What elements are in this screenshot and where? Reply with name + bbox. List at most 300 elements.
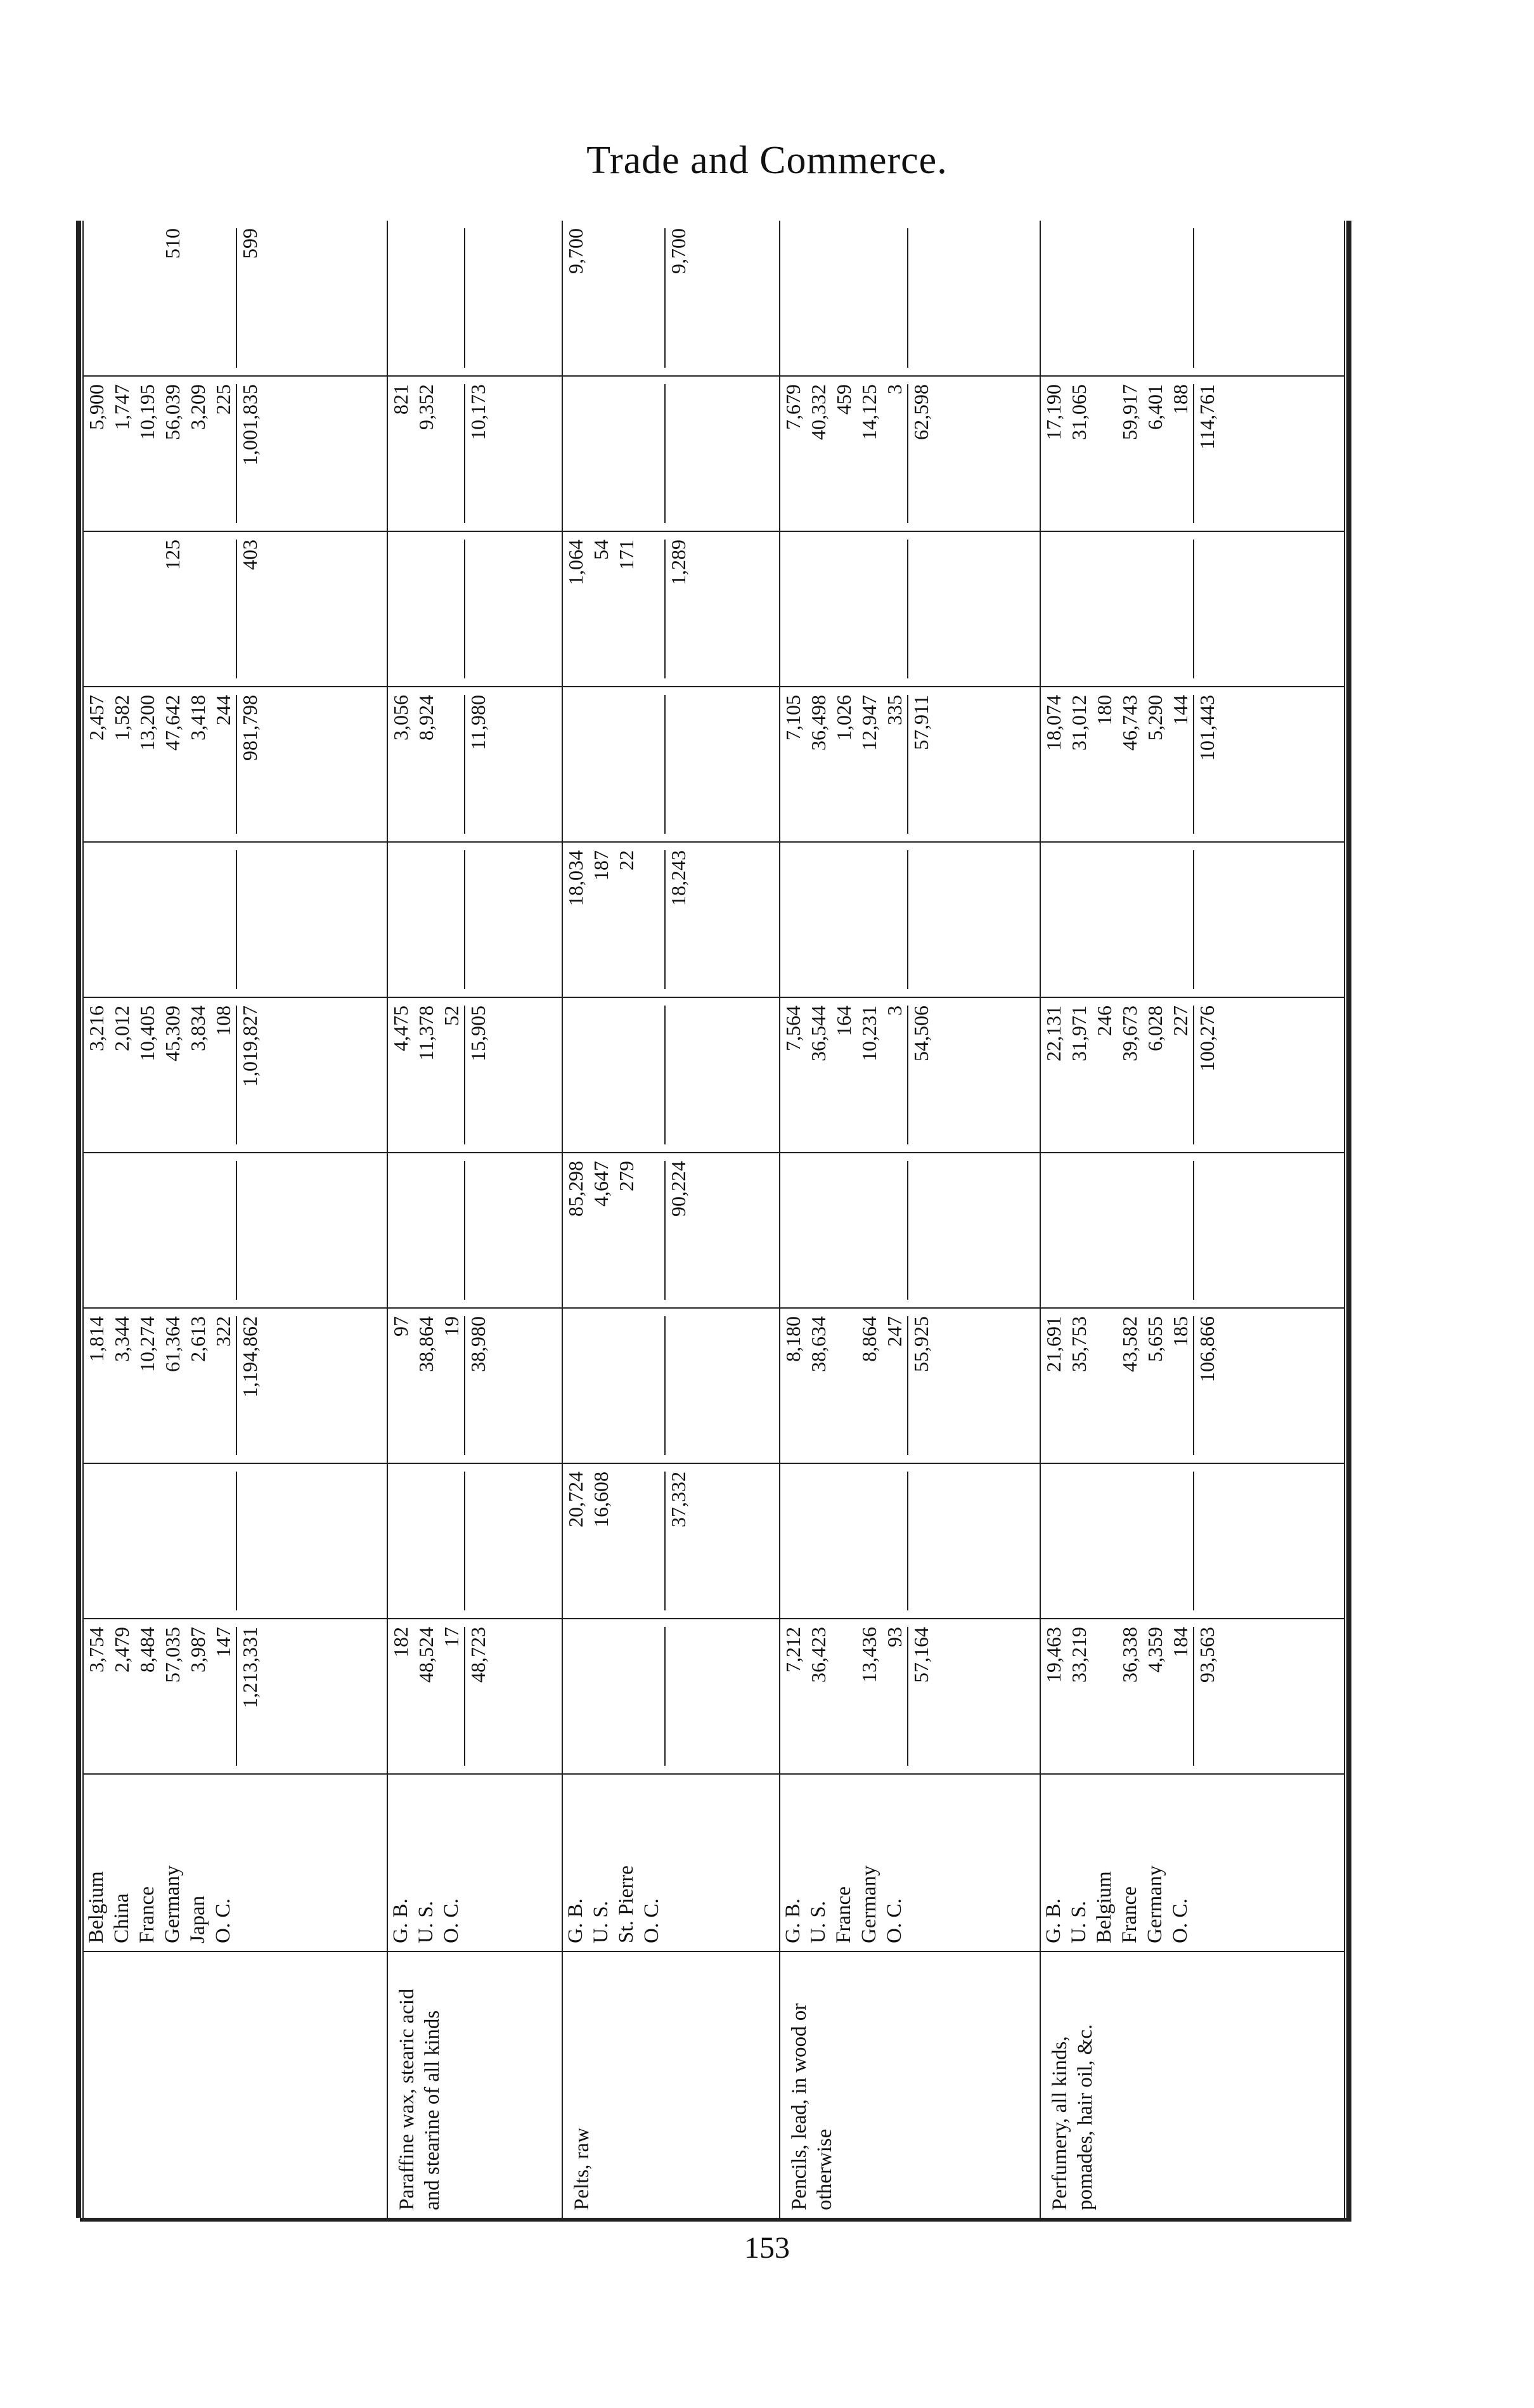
value-cell	[588, 695, 614, 834]
value-column	[562, 1619, 780, 1774]
value-cell: 93	[883, 1627, 906, 1647]
value-cell: 33,219	[1067, 1627, 1091, 1683]
value-cell	[831, 1161, 856, 1300]
total-cell: 101,443	[1193, 695, 1220, 834]
value-cell	[84, 228, 109, 368]
total-cell	[907, 1161, 934, 1300]
value-cell	[388, 850, 413, 989]
value-cell	[588, 1627, 614, 1766]
article-cell	[387, 1952, 562, 2218]
table-row	[780, 221, 1040, 2218]
value-column	[562, 376, 780, 531]
value-cell	[563, 1316, 588, 1455]
value-cell	[84, 540, 109, 678]
value-cell: 36,423	[807, 1627, 830, 1683]
value-column	[82, 842, 387, 997]
country-label: U. S.	[1067, 1901, 1091, 1943]
total-cell	[907, 228, 934, 368]
value-column	[1040, 687, 1346, 842]
value-cell	[439, 1472, 464, 1610]
total-cell: 37,332	[664, 1472, 691, 1610]
value-cell: 18,034	[564, 850, 587, 906]
value-cell	[439, 695, 464, 834]
value-cell	[134, 228, 160, 368]
value-cell	[831, 540, 856, 678]
value-cell	[185, 540, 210, 678]
country-label: St. Pierre	[614, 1865, 638, 1943]
value-cell	[185, 1472, 210, 1610]
value-cell	[563, 695, 588, 834]
total-cell: 1,213,331	[236, 1627, 262, 1766]
value-cell	[134, 1161, 160, 1300]
value-cell	[639, 540, 664, 678]
value-cell: 144	[1169, 695, 1192, 725]
value-cell	[806, 540, 831, 678]
value-column	[82, 1619, 387, 1774]
value-cell	[134, 540, 160, 678]
value-cell: 1,814	[85, 1316, 108, 1362]
value-cell	[1117, 1161, 1142, 1300]
value-cell	[639, 384, 664, 523]
value-cell: 3,754	[85, 1627, 108, 1673]
value-cell	[84, 1161, 109, 1300]
total-cell	[664, 1006, 691, 1144]
value-cell: 4,475	[389, 1006, 412, 1051]
value-cell: 2,613	[186, 1316, 209, 1362]
value-cell: 21,691	[1042, 1316, 1066, 1372]
value-cell	[1092, 384, 1117, 523]
value-cell	[588, 228, 614, 368]
value-column	[1040, 997, 1346, 1153]
value-cell: 5,290	[1144, 695, 1167, 741]
value-cell	[563, 384, 588, 523]
article-name: Pelts, raw	[570, 2127, 593, 2210]
country-label: U. S.	[414, 1901, 437, 1943]
value-cell: 39,673	[1118, 1006, 1142, 1061]
value-column	[387, 1308, 562, 1463]
rotated-table-wrapper	[80, 221, 1348, 2218]
value-cell: 3,834	[186, 1006, 209, 1051]
value-cell	[882, 228, 907, 368]
value-cell: 52	[439, 1006, 463, 1026]
value-cell	[806, 850, 831, 989]
value-column	[562, 221, 780, 376]
value-column	[387, 531, 562, 687]
country-list	[780, 1774, 1040, 1952]
value-cell: 182	[389, 1627, 412, 1657]
value-cell	[563, 1006, 588, 1144]
total-cell: 90,224	[664, 1161, 691, 1300]
value-cell	[1066, 228, 1092, 368]
value-cell	[856, 1472, 882, 1610]
value-cell	[160, 1161, 185, 1300]
value-column	[387, 376, 562, 531]
value-cell	[780, 540, 806, 678]
value-cell	[1066, 540, 1092, 678]
value-cell: 2,457	[85, 695, 108, 741]
value-cell	[413, 1472, 439, 1610]
value-cell: 3,987	[186, 1627, 209, 1673]
value-cell: 85,298	[564, 1161, 587, 1217]
value-cell: 57,035	[161, 1627, 184, 1683]
value-cell: 125	[161, 540, 184, 570]
total-cell	[464, 228, 491, 368]
value-cell	[780, 1161, 806, 1300]
table-row	[562, 221, 780, 2218]
value-cell: 3,056	[389, 695, 412, 741]
country-label: Germany	[1144, 1865, 1167, 1943]
total-cell	[464, 1472, 491, 1610]
value-cell	[780, 1472, 806, 1610]
value-cell: 180	[1093, 695, 1116, 725]
value-cell	[84, 850, 109, 989]
value-column	[1040, 842, 1346, 997]
value-cell: 2,479	[110, 1627, 133, 1673]
value-cell	[614, 228, 639, 368]
value-cell: 59,917	[1118, 384, 1142, 440]
value-cell	[160, 850, 185, 989]
value-cell	[882, 1472, 907, 1610]
value-column	[1040, 531, 1346, 687]
value-column	[562, 687, 780, 842]
value-cell: 246	[1093, 1006, 1116, 1036]
page-number: 153	[744, 2231, 790, 2265]
value-cell: 17,190	[1042, 384, 1066, 440]
value-column	[387, 221, 562, 376]
value-cell: 45,309	[161, 1006, 184, 1061]
country-label: G. B.	[1042, 1898, 1066, 1943]
country-label: Belgium	[85, 1871, 108, 1943]
value-cell: 38,864	[414, 1316, 437, 1372]
value-cell	[1142, 540, 1168, 678]
value-cell: 31,971	[1067, 1006, 1091, 1061]
value-column	[1040, 1308, 1346, 1463]
value-cell: 7,564	[782, 1006, 805, 1051]
total-cell: 599	[236, 228, 262, 368]
total-cell: 1,019,827	[236, 1006, 262, 1144]
value-cell: 7,105	[782, 695, 805, 741]
value-cell: 19,463	[1042, 1627, 1066, 1683]
value-cell	[563, 1627, 588, 1766]
value-column	[780, 1153, 1040, 1308]
value-cell	[1041, 540, 1066, 678]
value-cell	[639, 1316, 664, 1455]
value-column	[562, 842, 780, 997]
value-cell: 54	[589, 540, 612, 560]
value-cell	[614, 1006, 639, 1144]
value-cell	[806, 1472, 831, 1610]
country-label: O. C.	[883, 1898, 906, 1943]
value-cell	[614, 384, 639, 523]
value-cell: 16,608	[589, 1472, 612, 1527]
value-cell	[439, 540, 464, 678]
value-cell: 97	[389, 1316, 412, 1337]
value-cell: 31,012	[1067, 695, 1091, 751]
country-list	[1040, 1774, 1346, 1952]
total-cell: 981,798	[236, 695, 262, 834]
value-cell	[210, 540, 236, 678]
value-column	[387, 1463, 562, 1619]
total-cell	[1193, 850, 1220, 989]
value-cell	[185, 1161, 210, 1300]
value-column	[82, 687, 387, 842]
country-label: G. B.	[564, 1898, 587, 1943]
total-cell: 11,980	[464, 695, 491, 834]
value-cell	[856, 228, 882, 368]
value-cell: 185	[1169, 1316, 1192, 1347]
value-column	[780, 1463, 1040, 1619]
country-label: Germany	[858, 1865, 881, 1943]
value-cell	[1041, 1161, 1066, 1300]
value-cell: 9,352	[414, 384, 437, 430]
total-cell	[664, 695, 691, 834]
total-cell: 9,700	[664, 228, 691, 368]
value-cell	[413, 1161, 439, 1300]
value-cell	[639, 695, 664, 834]
country-label: U. S.	[807, 1901, 830, 1943]
value-cell	[1142, 850, 1168, 989]
value-cell: 821	[389, 384, 412, 415]
value-cell	[639, 1161, 664, 1300]
value-column	[780, 687, 1040, 842]
value-cell	[1066, 1161, 1092, 1300]
value-cell	[109, 228, 134, 368]
country-label: France	[832, 1886, 856, 1943]
value-column	[387, 997, 562, 1153]
total-cell	[464, 850, 491, 989]
value-cell	[1142, 1161, 1168, 1300]
value-column	[562, 997, 780, 1153]
value-cell: 147	[212, 1627, 235, 1657]
value-cell: 2,012	[110, 1006, 133, 1051]
value-cell	[639, 850, 664, 989]
value-cell: 3	[883, 384, 906, 394]
value-cell	[882, 540, 907, 678]
value-column	[82, 1308, 387, 1463]
country-label: O. C.	[1169, 1898, 1192, 1943]
value-cell	[882, 850, 907, 989]
value-cell: 3,209	[186, 384, 209, 430]
value-column	[562, 1308, 780, 1463]
value-cell	[780, 228, 806, 368]
value-cell	[1092, 540, 1117, 678]
value-cell	[614, 1316, 639, 1455]
total-cell	[464, 1161, 491, 1300]
value-cell	[185, 850, 210, 989]
country-list	[387, 1774, 562, 1952]
value-cell	[1092, 850, 1117, 989]
country-label: O. C.	[212, 1898, 235, 1943]
table-row	[82, 221, 387, 2218]
value-cell	[639, 1472, 664, 1610]
value-cell: 10,274	[136, 1316, 158, 1372]
total-cell	[1193, 1161, 1220, 1300]
value-cell: 3,418	[186, 695, 209, 741]
value-cell	[639, 1006, 664, 1144]
value-cell	[1168, 540, 1193, 678]
total-cell: 1,194,862	[236, 1316, 262, 1455]
value-cell: 6,401	[1144, 384, 1167, 430]
value-cell	[1066, 850, 1092, 989]
value-cell: 40,332	[807, 384, 830, 440]
country-list	[562, 1774, 780, 1952]
value-column	[387, 1153, 562, 1308]
value-cell: 322	[212, 1316, 235, 1347]
country-label: U. S.	[589, 1901, 612, 1943]
value-cell	[1092, 1316, 1117, 1455]
value-cell	[1092, 1627, 1117, 1766]
trade-table	[80, 221, 1348, 2218]
country-label: China	[110, 1893, 133, 1943]
value-cell	[639, 228, 664, 368]
value-cell: 36,544	[807, 1006, 830, 1061]
value-cell: 1,582	[110, 695, 133, 741]
table-body	[82, 221, 1346, 2218]
total-cell	[236, 1472, 262, 1610]
value-cell	[588, 1316, 614, 1455]
value-cell	[1168, 850, 1193, 989]
value-column	[562, 531, 780, 687]
value-cell	[413, 850, 439, 989]
total-cell: 38,980	[464, 1316, 491, 1455]
total-cell: 10,173	[464, 384, 491, 523]
value-column	[562, 1463, 780, 1619]
value-cell	[1066, 1472, 1092, 1610]
value-cell	[1041, 1472, 1066, 1610]
country-label: O. C.	[439, 1898, 463, 1943]
country-label: Belgium	[1093, 1871, 1116, 1943]
value-cell	[109, 540, 134, 678]
total-cell	[1193, 1472, 1220, 1610]
country-list	[82, 1774, 387, 1952]
value-cell	[614, 1472, 639, 1610]
value-cell: 8,484	[136, 1627, 158, 1673]
value-cell	[831, 228, 856, 368]
value-cell: 187	[589, 850, 612, 881]
article-name: Pencils, lead, in wood or otherwise	[788, 2003, 837, 2210]
value-cell	[856, 850, 882, 989]
value-cell: 20,724	[564, 1472, 587, 1527]
value-cell	[1168, 228, 1193, 368]
value-cell: 227	[1169, 1006, 1192, 1036]
value-column	[82, 531, 387, 687]
value-column	[1040, 221, 1346, 376]
value-cell: 13,200	[136, 695, 158, 751]
value-cell	[1117, 228, 1142, 368]
value-cell	[780, 850, 806, 989]
article-cell	[82, 1952, 387, 2218]
total-cell: 55,925	[907, 1316, 934, 1455]
article-cell	[562, 1952, 780, 2218]
value-cell: 35,753	[1067, 1316, 1091, 1372]
value-column	[562, 1153, 780, 1308]
value-cell: 11,378	[414, 1006, 437, 1061]
value-cell: 22	[614, 850, 638, 871]
value-column	[82, 376, 387, 531]
total-cell	[907, 540, 934, 678]
value-column	[780, 376, 1040, 531]
value-cell: 61,364	[161, 1316, 184, 1372]
total-cell: 403	[236, 540, 262, 678]
total-cell	[664, 1627, 691, 1766]
total-cell	[464, 540, 491, 678]
total-cell	[1193, 540, 1220, 678]
page-title: Trade and Commerce.	[586, 139, 948, 182]
value-cell	[134, 1472, 160, 1610]
value-cell: 188	[1169, 384, 1192, 415]
country-label: G. B.	[782, 1898, 805, 1943]
value-cell	[1117, 1472, 1142, 1610]
total-cell: 57,911	[907, 695, 934, 834]
value-cell	[185, 228, 210, 368]
value-cell: 10,405	[136, 1006, 158, 1061]
value-cell: 247	[883, 1316, 906, 1347]
value-cell: 47,642	[161, 695, 184, 751]
value-cell: 18,074	[1042, 695, 1066, 751]
value-cell	[210, 228, 236, 368]
total-cell	[664, 1316, 691, 1455]
value-cell	[84, 1472, 109, 1610]
value-cell	[831, 1472, 856, 1610]
total-cell: 18,243	[664, 850, 691, 989]
value-column	[387, 687, 562, 842]
article-name	[84, 1960, 90, 2210]
value-cell: 8,864	[858, 1316, 881, 1362]
value-cell	[1142, 1472, 1168, 1610]
value-cell	[388, 1161, 413, 1300]
value-cell: 4,359	[1144, 1627, 1167, 1673]
value-cell	[806, 1161, 831, 1300]
value-cell: 3,344	[110, 1316, 133, 1362]
value-cell	[413, 228, 439, 368]
value-cell: 184	[1169, 1627, 1192, 1657]
value-cell: 459	[832, 384, 856, 415]
value-column	[780, 1619, 1040, 1774]
value-cell: 510	[161, 228, 184, 259]
value-cell: 1,747	[110, 384, 133, 430]
article-cell	[1040, 1952, 1346, 2218]
value-cell: 31,065	[1067, 384, 1091, 440]
value-cell	[160, 1472, 185, 1610]
total-cell: 1,001,835	[236, 384, 262, 523]
value-cell	[806, 228, 831, 368]
value-cell: 1,026	[832, 695, 856, 741]
total-cell	[236, 850, 262, 989]
value-column	[1040, 1619, 1346, 1774]
total-cell: 54,506	[907, 1006, 934, 1144]
value-cell	[439, 228, 464, 368]
value-cell	[388, 540, 413, 678]
country-label: Germany	[161, 1865, 184, 1943]
value-cell: 14,125	[858, 384, 881, 440]
value-cell	[831, 850, 856, 989]
value-cell: 43,582	[1118, 1316, 1142, 1372]
value-cell: 8,924	[414, 695, 437, 741]
value-cell	[588, 384, 614, 523]
country-label: O. C.	[640, 1898, 663, 1943]
value-cell: 48,524	[414, 1627, 437, 1683]
value-cell	[109, 850, 134, 989]
value-cell	[588, 1006, 614, 1144]
article-cell	[780, 1952, 1040, 2218]
value-column	[82, 997, 387, 1153]
value-cell: 10,231	[858, 1006, 881, 1061]
value-cell: 5,900	[85, 384, 108, 430]
value-cell	[1092, 228, 1117, 368]
total-cell	[907, 1472, 934, 1610]
value-cell	[831, 1316, 856, 1455]
value-cell	[614, 1627, 639, 1766]
